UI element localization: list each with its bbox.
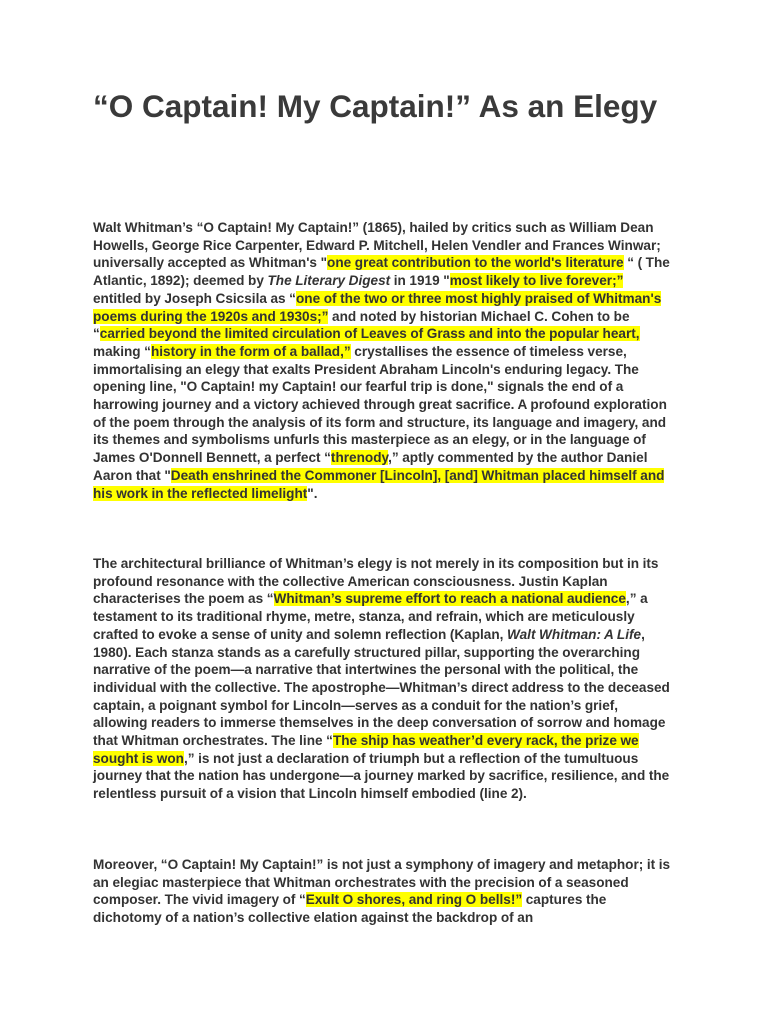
highlighted-quote: one great contribution to the world's literature	[327, 255, 624, 271]
body-text: entitled by Joseph Csicsila as “	[93, 290, 296, 306]
highlighted-quote: threnody	[330, 450, 389, 466]
page-title: “O Captain! My Captain!” As an Elegy	[93, 88, 658, 124]
italic-title: The Literary Digest	[267, 273, 391, 289]
italic-title: Walt Whitman: A Life	[507, 626, 642, 642]
body-text: Walt Whitman’s “O Captain! My Captain!” (1865), hailed by critics such as William Dean Howells, George Rice Carpenter, Edward P. Mitchell, Helen Vendler and Frances Winwar; universally accepted as Whitman's "	[93, 220, 661, 271]
body-text: The architectural brilliance of Whitman’s elegy is not merely in its composition but in its profound resonance with the collective American consciousness. Justin Kaplan characterises the poem as “	[93, 556, 659, 607]
body-text: , 1980). Each stanza stands as a carefully structured pillar, supporting the overarching narrative of the poem—a narrative that intertwines the personal with the political, the individual with the collective. The apostrophe—Whitman’s direct address to the deceased captain, a poignant symbol for Lincoln—serves as a conduit for the nation’s grief, allowing readers to immerse themselves in the deep conversation of sorrow and homage that Whitman orchestrates. The line “	[93, 626, 670, 749]
highlighted-quote: one of the two or three most highly praised of Whitman's poems during the 1920s and 1930s;”	[93, 290, 662, 324]
body-text: Moreover, “O Captain! My Captain!” is not just a symphony of imagery and metaphor; it is an elegiac masterpiece that Whitman orchestrates with the precision of a seasoned composer. The vivid imagery of “	[93, 857, 671, 908]
highlighted-quote: The ship has weather’d every rack, the prize we sought is won	[93, 733, 639, 766]
highlighted-quote: history in the form of a ballad,”	[150, 343, 351, 359]
body-text: “ ( The Atlantic, 1892); deemed by	[93, 255, 670, 289]
body-text: ,” aptly commented by the author Daniel Aaron that "	[93, 450, 648, 483]
body-text: and noted by historian Michael C. Cohen to be “	[93, 308, 630, 342]
body-text: crystallises the essence of timeless verse, immortalising an elegy that exalts President Abraham Lincoln's enduring legacy. The opening line, "O Captain! my Captain! our fearful trip is done," signals the end of a harrowing journey and a victory achieved through great sacrifice. A profound exploration of the poem through the analysis of its form and structure, its language and imagery, and its themes and symbolisms unfurls this masterpiece as an elegy, or in the language of James O'Donnell Bennett, a perfect “	[93, 343, 667, 466]
paragraph-2	[93, 555, 675, 803]
body-text: ".	[307, 485, 318, 501]
body-text: making “	[93, 343, 151, 359]
highlighted-quote: Whitman’s supreme effort to reach a national audience	[273, 591, 626, 607]
highlighted-quote: most likely to live forever;”	[449, 273, 624, 289]
paragraph-3	[93, 856, 675, 927]
body-text: ,” a testament to its traditional rhyme, metre, stanza, and refrain, which are meticulously crafted to evoke a sense of unity and solemn reflection (Kaplan,	[93, 591, 648, 642]
highlighted-quote: carried beyond the limited circulation of Leaves of Grass and into the popular heart,	[99, 326, 640, 342]
body-text: captures the dichotomy of a nation’s collective elation against the backdrop of an	[93, 892, 607, 926]
highlighted-quote: Death enshrined the Commoner [Lincoln], [and] Whitman placed himself and his work in the reflected limelight	[93, 467, 665, 501]
highlighted-quote: Exult O shores, and ring O bells!”	[305, 892, 523, 908]
paragraph-1	[93, 219, 675, 502]
body-text: ,” is not just a declaration of triumph but a reflection of the tumultuous journey that the nation has undergone—a journey marked by sacrifice, resilience, and the relentless pursuit of a vision that Lincoln himself embodied (line 2).	[93, 750, 670, 802]
body-text: in 1919 "	[390, 273, 450, 289]
